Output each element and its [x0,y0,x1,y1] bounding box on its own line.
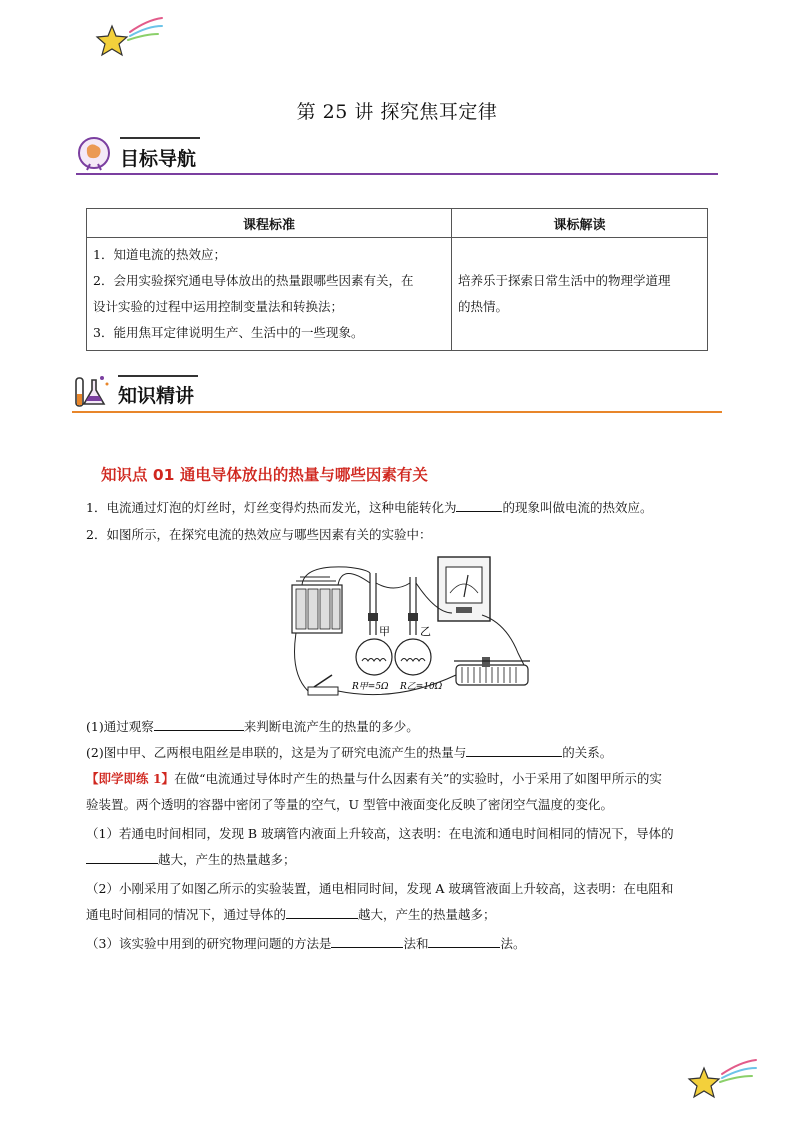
practice-intro [86,767,726,791]
answer-blank[interactable] [286,904,358,919]
table-header-interpretation: 课标解读 [452,209,708,238]
p3-text-a: （3）该实验中用到的研究物理问题的方法是 [86,936,332,951]
p1-text-b: 越大，产生的热量越多； [158,852,296,867]
heading-overline [118,375,198,377]
practice-line-2: 验装置。两个透明的容器中密闭了等量的空气，U 型管中液面变化反映了密闭空气温度的变化。 [86,797,614,812]
q1-text-a: 1．电流通过灯泡的灯丝时，灯丝变得灼热而发光，这种电能转化为 [86,500,457,515]
interpretation-line: 的热情。 [458,299,509,314]
page-title: 第 25 讲 探究焦耳定律 [296,101,498,123]
rheostat-icon [454,657,530,685]
section-knowledge-title: 知识精讲 [118,385,195,407]
practice-line-1: 在做“电流通过导体时产生的热量与什么因素有关”的实验时，小于采用了如图甲所示的实 [174,771,662,786]
standard-line: 设计实验的过程中运用控制变量法和转换法； [93,299,344,314]
section-divider [76,173,718,175]
flask-icon [72,372,112,410]
answer-blank[interactable] [466,742,562,757]
answer-blank[interactable] [154,716,244,731]
experiment-figure [286,553,546,711]
q1-text-b: 的现象叫做电流的热效应。 [502,500,653,515]
interpretation-line: 培养乐于探索日常生活中的物理学道理 [458,273,671,288]
sub-question-1 [86,715,726,739]
standard-line: 1．知道电流的热效应； [93,247,226,262]
curriculum-table [86,208,708,351]
answer-blank[interactable] [86,849,158,864]
knowledge-point-title: 知识点 01 通电导体放出的热量与哪些因素有关 [101,466,428,484]
sub1-text-a: (1)通过观察 [86,719,154,734]
sub2-text-a: (2)图中甲、乙两根电阻丝是串联的，这是为了研究电流产生的热量与 [86,745,467,760]
heading-overline [120,137,200,139]
answer-blank[interactable] [428,933,500,948]
p3-text-c: 法。 [500,936,526,951]
section-goal-title: 目标导航 [120,148,197,170]
shooting-star-icon [686,1056,758,1100]
table-header-standard: 课程标准 [87,209,452,238]
p2-text-c: 越大，产生的热量越多； [358,907,496,922]
practice-tag: 【即学即练 1】 [86,771,175,786]
interpretation-cell [452,238,708,351]
standard-line: 3．能用焦耳定律说明生产、生活中的一些现象。 [93,325,364,340]
standard-cell [87,238,452,351]
practice-q2-line-2 [86,903,726,927]
practice-q1-line-2 [86,848,726,872]
question-1 [86,496,726,520]
flask-jia [356,573,392,675]
practice-q3 [86,932,726,956]
standard-line: 2．会用实验探究通电导体放出的热量跟哪些因素有关，在 [93,273,414,288]
section-divider [72,411,722,413]
practice-q2-line-1: （2）小刚采用了如图乙所示的实验装置，通电相同时间，发现 A 玻璃管液面上升较高，这表明：在电阻和 [86,881,674,896]
resistance-yi: R乙=10Ω [400,682,443,692]
answer-blank[interactable] [331,933,403,948]
label-jia: 甲 [379,625,390,638]
sub2-text-b: 的关系。 [562,745,613,760]
question-2: 2．如图所示，在探究电流的热效应与哪些因素有关的实验中： [86,527,432,542]
brain-head-icon [76,136,112,172]
resistance-jia: R甲=5Ω [352,682,389,692]
sub-question-2 [86,741,726,765]
switch-icon [308,675,338,695]
label-yi: 乙 [420,625,431,638]
shooting-star-icon [92,14,164,58]
battery-icon [292,577,342,633]
sub1-text-b: 来判断电流产生的热量的多少。 [243,719,419,734]
answer-blank[interactable] [456,497,502,512]
practice-q1-line-1: （1）若通电时间相同，发现 B 玻璃管内液面上升较高，这表明：在电流和通电时间相同的情况下，导体的 [86,826,674,841]
p3-text-b: 法和 [403,936,429,951]
p2-text-b: 通电时间相同的情况下，通过导体的 [86,907,287,922]
